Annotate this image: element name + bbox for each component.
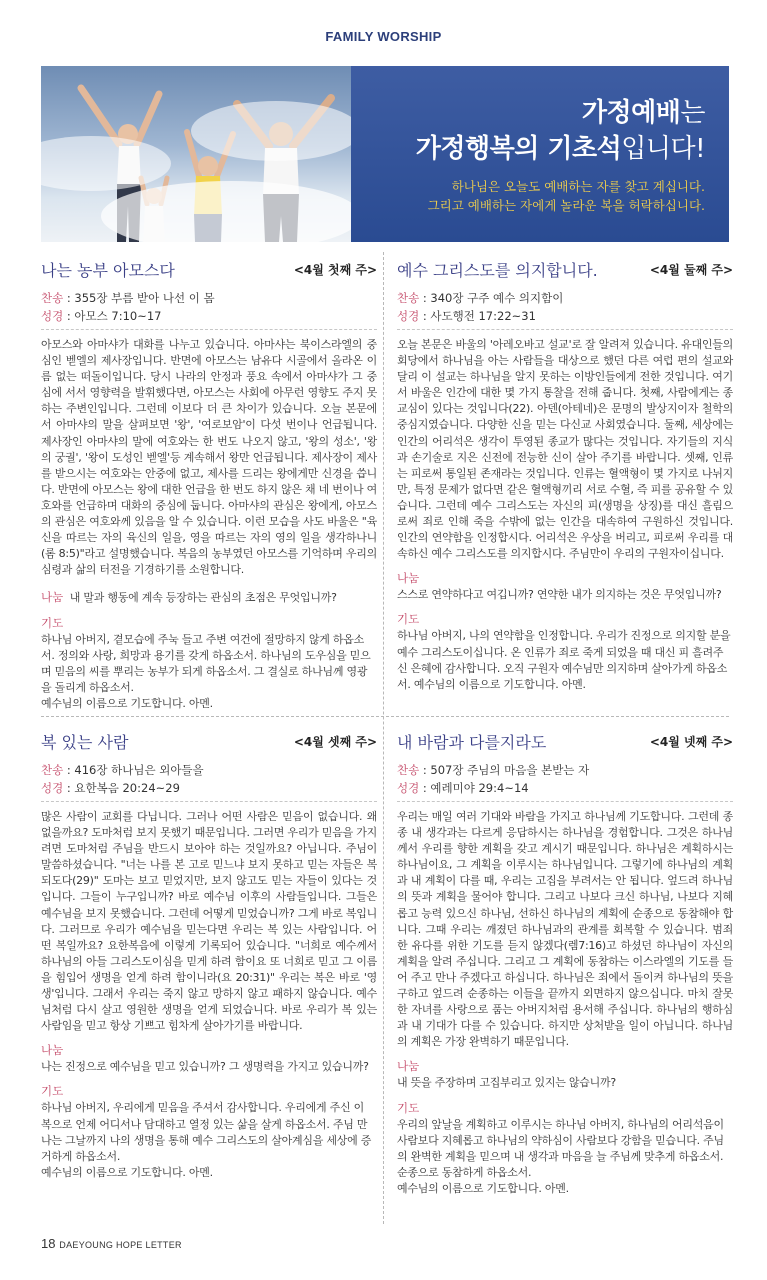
closing-text: 예수님의 이름으로 기도합니다. 아멘. (397, 1181, 569, 1195)
family-photo (41, 66, 351, 242)
scripture-line: 성경 : 요한복음 20:24~29 (41, 781, 180, 795)
banner-title-line-1: 가정예배는 (581, 98, 705, 128)
meditation-line: 나눔 내 말과 행동에 계속 등장하는 관심의 초점은 무엇입니까? (41, 590, 337, 605)
page-number: 18 (41, 1236, 56, 1251)
page-footer (41, 1236, 182, 1251)
hymn-line: 찬송 : 340장 구주 예수 의지함이 (397, 291, 564, 305)
section-week: <4월 넷째 주> (649, 735, 733, 749)
scripture-line: 성경 : 예레미야 29:4~14 (397, 781, 529, 795)
prayer-text: 하나님 아버지, 우리에게 믿음을 주셔서 감사합니다. 우리에게 주신 이 복으로 언제 어디서나 담대하고 열정 있는 삶을 살게 하옵소서. 주님 만나는 그날까지 나의 생명을 통해 예수 그리스도의 살아계심을 세상에 증거하게 하옵소서. (41, 1101, 372, 1163)
banner-text-panel (351, 66, 729, 242)
prayer-label: 기도 (41, 1084, 64, 1099)
prayer-label: 기도 (41, 615, 64, 630)
section-title: 예수 그리스도를 의지합니다. (397, 261, 598, 280)
section-title: 내 바람과 다를지라도 (397, 733, 547, 752)
banner-subtitle-line-2: 그리고 예배하는 자에게 놀라운 복을 허락하십니다. (427, 198, 705, 213)
hymn-line: 찬송 : 416장 하나님은 외아들을 (41, 763, 204, 777)
section-week: <4월 둘째 주> (649, 263, 733, 277)
meditation-label: 나눔 (41, 1043, 64, 1058)
scripture-line: 성경 : 사도행전 17:22~31 (397, 309, 536, 323)
meditation-text: 나는 진정으로 예수님을 믿고 있습니까? 그 생명력을 가지고 있습니까? (41, 1060, 369, 1074)
banner (41, 66, 729, 242)
prayer-text: 하나님 아버지, 나의 연약함을 인정합니다. 우리가 진정으로 의지할 분을 예수 그리스도이십니다. 온 인류가 죄로 죽게 되었을 때 대신 피 흘려주신 은혜에 감사합니다. 오직 구원자 예수님만 의지하며 살아가게 하옵소서. 예수님의 이름으로 기도합니다. 아멘. (397, 629, 731, 691)
devotion-section-week-1 (41, 258, 377, 712)
banner-title-line-2: 가정행복의 기초석입니다! (415, 134, 705, 164)
prayer-label: 기도 (397, 1100, 420, 1115)
prayer-label: 기도 (397, 612, 420, 627)
closing-text: 예수님의 이름으로 기도합니다. 아멘. (41, 696, 213, 710)
section-title: 나는 농부 아모스다 (41, 261, 175, 280)
prayer-text: 하나님 아버지, 곁모습에 주눅 들고 주변 여건에 절망하지 않게 하옵소서. 정의와 사랑, 희망과 용기를 갖게 하옵소서. 하나님의 도우심을 믿으며 믿음의 씨를 뿌리는 농부가 되게 하옵소서. 그 결실로 하나님께 영광을 돌리게 하옵소서. (41, 632, 371, 694)
hymn-line: 찬송 : 507장 주님의 마음을 본받는 자 (397, 763, 590, 777)
page-header-title: FAMILY WORSHIP (325, 29, 442, 44)
footer-brand: DAEYOUNG HOPE LETTER (59, 1240, 182, 1250)
section-title: 복 있는 사람 (41, 733, 129, 752)
section-body: 우리는 매일 여러 기대와 바람을 가지고 하나님께 기도합니다. 그런데 종종 내 생각과는 다르게 응답하시는 하나님을 경험합니다. 그것은 하나님께서 우리를 향한 계획을 갖고 계시기 때문입니다. 하나님은 계획하시는 하나님이요, 그 계획을 이루시는 하나님입니다. 그렇기에 하나님의 계획과 내 계획이 다를 때, 우리는 고집을 부려서는 안 됩니다. 엎드려 하나님의 뜻과 계획을 물어야 합니다. 그리고 나보다 크신 하나님, 나보다 지혜롭고 능력 있으신 하나님, 선하신 하나님의 계획에 순종으로 동참해야 합니다. 그때 우리는 깨졌던 하나님과의 관계를 회복할 수 있습니다. 범죄한 유다를 위한 기도를 듣지 않겠다(렘7:16)고 하셨던 하나님이 자신의 계획을 알려 주십니다. 그리고 그 계획에 동참하는 이스라엘의 기도를 들어 주고 만나 주겠다고 하십니다. 하나님은 죄에서 돌이켜 하나님의 뜻을 구하고 엎드려 순종하는 이들을 끝까지 외면하지 않으십니다. 마치 잘못한 자녀를 사랑으로 품는 아버지처럼 용서해 주십니다. 하나님의 행하심과 내 기대가 다를 수 있습니다. 하지만 상처받을 일이 아닙니다. 하나님의 계획은 가장 완벽하기 때문입니다. (397, 810, 733, 1049)
closing-text: 예수님의 이름으로 기도합니다. 아멘. (41, 1165, 213, 1179)
column-divider (383, 252, 384, 1224)
section-body: 많은 사람이 교회를 다닙니다. 그러나 어떤 사람은 믿음이 없습니다. 왜 없을까요? 도마처럼 보지 못했기 때문입니다. 그러면 우리가 믿음을 가지려면 도마처럼 주님을 반드시 보아야 하는 것일까요? 아닙니다. 주님이 말씀하셨습니다. "너는 나를 본 고로 믿느냐 보지 못하고 믿는 자들은 복되도다(29)" 도마는 보고 믿었지만, 보지 않고도 믿는 자들이 있다는 것입니다. 그들이 누구입니까? 바로 예수님 이후의 사람들입니다. 그들은 예수님을 보지 못했습니다. 그런데 어떻게 믿었습니까? 그게 바로 복입니다. 그러므로 우리가 예수님을 믿는다면 우리는 복 있는 사람입니다. 어떤 복일까요? 요한복음에 이렇게 기록되어 있습니다. "너희로 예수께서 하나님의 아들 그리스도이심을 믿게 하려 함이요 또 너희로 믿고 그 이름을 힘입어 생명을 얻게 하려 함이니라(요 20:31)" 우리는 복은 바로 '영생'입니다. 그래서 우리는 죽지 않고 망하지 않고 패하지 않습니다. 예수님처럼 다시 살고 영원한 생명을 얻게 되었습니다. 바로 우리가 복 있는 사람임을 믿고 항상 기쁘고 힘차게 살아가기를 바랍니다. (41, 810, 377, 1033)
hymn-line: 찬송 : 355장 부름 받아 나선 이 몸 (41, 291, 215, 305)
prayer-text: 우리의 앞날을 계획하고 이루시는 하나님 아버지, 하나님의 어리석음이 사람보다 지혜롭고 하나님의 약하심이 사람보다 강함을 믿습니다. 주님의 완벽한 계획을 믿으며 내 생각과 마음을 늘 주님께 맞추게 하옵소서. 순종으로 동참하게 하옵소서. (397, 1117, 724, 1179)
meditation-label: 나눔 (397, 571, 420, 586)
banner-subtitle-line-1: 하나님은 오늘도 예배하는 자를 찾고 계십니다. (451, 179, 705, 194)
section-body: 오늘 본문은 바울의 '아레오바고 설교'로 잘 알려져 있습니다. 유대인들의 회당에서 하나님을 아는 사람들을 대상으로 했던 다른 여럽 편의 설교와 달리 이 설교는 하나님을 알지 못하는 이방인들에게 전한 것입니다. 여기서 바울은 인간에 대한 몇 가지 통찰을 전해 줍니다. 첫째, 사람에게는 종교심이 있다는 것입니다(22). 아덴(아테네)은 문명의 발상지이자 철학의 중심지였습니다. 다양한 신을 믿는 다신교 사회였습니다. 둘째, 세상에는 인간의 어리석은 생각이 투영된 종교가 많다는 것입니다. 자기들의 지식과 손기술로 지은 신전에 전능한 신이 살아 주기를 바랍니다. 셋째, 인류는 피로써 통일된 존재라는 것입니다. 인류는 혈액형이 몇 가지로 나뉘지만, 특정 문제가 없다면 같은 혈액형끼리 서로 수혈, 즉 피를 공유할 수 있습니다. 그런데 예수 그리스도는 자신의 피(생명을 상징)를 대신 흘림으로써 죄로 인해 죽을 수밖에 없는 인간을 대속하여 구원하신 것입니다. 인간의 연약함을 인정합시다. 어리석은 우상을 버리고, 피로써 우리를 대속하신 예수 그리스도를 의지합시다. 주님만이 우리의 구원자이십니다. (397, 338, 733, 561)
row-divider (41, 716, 729, 717)
section-week: <4월 첫째 주> (293, 263, 377, 277)
devotion-section-week-2 (397, 258, 733, 693)
devotion-section-week-3 (41, 730, 377, 1181)
scripture-line: 성경 : 아모스 7:10~17 (41, 309, 162, 323)
section-body: 아모스와 아마샤가 대화를 나누고 있습니다. 아마샤는 북이스라엘의 중심인 벧엘의 제사장입니다. 반면에 아모스는 남유다 시골에서 올라온 이름 없는 떠돌이입니다. 당시 나라의 안정과 풍요 속에서 아마샤가 그 중심에 서서 영향력을 발휘했다면, 아모스는 사회에 아무런 영향도 주지 못하는 주변인입니다. 그런데 이보다 더 큰 차이가 있습니다. 오늘 본문에서 아마샤의 말을 살펴보면 '왕', '여로보암'이 다섯 번이나 언급됩니다. 제사장인 아마샤의 말에 여호와는 한 번도 나오지 않고, '왕의 성소', '왕의 궁궐', '왕이 도성인 벧엘'등 계속해서 왕만 언급됩니다. 제사장이 제사를 받으시는 여호와는 안중에 없고, 제사를 드리는 왕에게만 신경을 씁니다. 반면에 아모스는 왕에 대한 언급을 한 번도 하지 않은 채 네 번이나 여호와를 언급하며 대화의 중심에 둡니다. 아마샤의 관심은 왕에게, 아모스의 관심은 여호와께 있음을 알 수 있습니다. 이런 모습을 사도 바울은 "육신을 따르는 자의 육신의 일을, 영을 따르는 자의 영의 일을 생각하나니(롬 8:5)"라고 설명했습니다. 복음의 농부였던 아모스를 기억하며 우리의 심령과 삶의 터전을 기경하기를 소원합니다. (41, 338, 377, 577)
meditation-label: 나눔 (397, 1059, 420, 1074)
devotion-section-week-4 (397, 730, 733, 1197)
section-week: <4월 셋째 주> (293, 735, 377, 749)
meditation-text: 스스로 연약하다고 여깁니까? 연약한 내가 의지하는 것은 무엇입니까? (397, 588, 722, 602)
meditation-text: 내 뜻을 주장하며 고집부리고 있지는 않습니까? (397, 1076, 616, 1090)
